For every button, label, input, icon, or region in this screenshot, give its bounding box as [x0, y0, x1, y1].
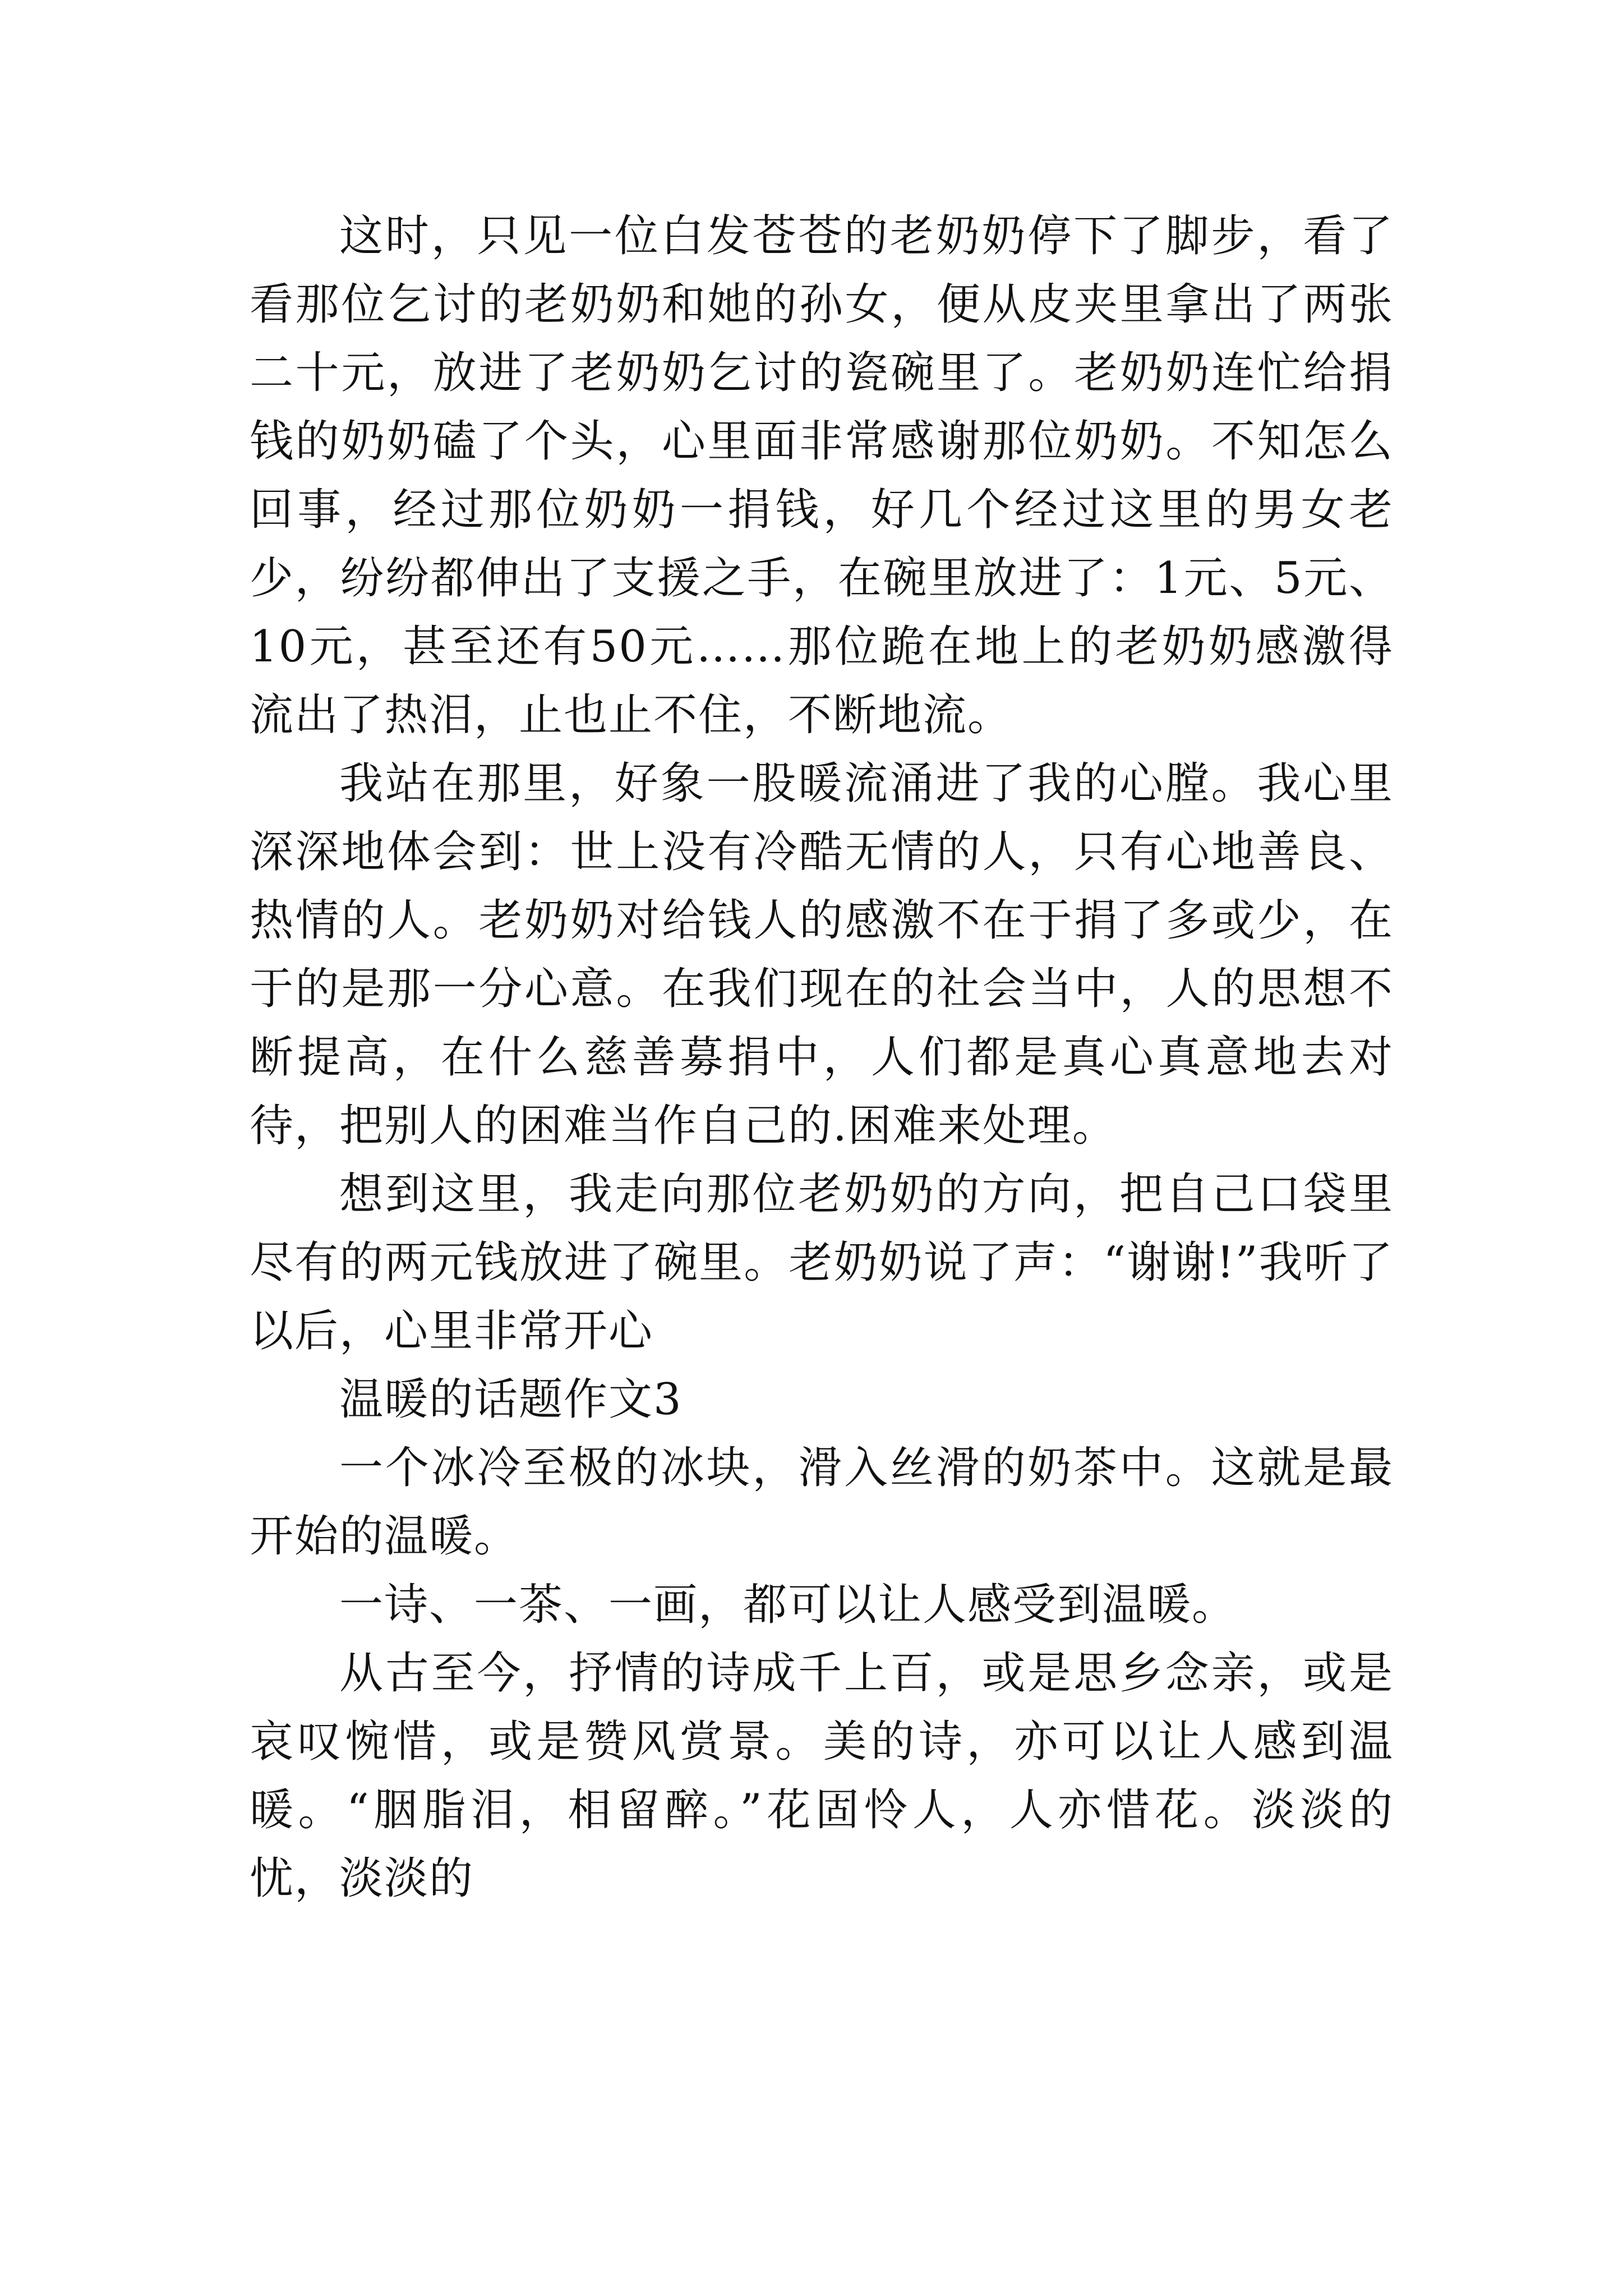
paragraph-5: 一诗、一茶、一画，都可以让人感受到温暖。 [339, 1580, 1237, 1630]
paragraph-4: 一个冰冷至极的冰块，滑入丝滑的奶茶中。这就是最开始的温暖。 [250, 1443, 1394, 1562]
document-body [250, 202, 1394, 1913]
section-title: 温暖的话题作文3 [339, 1374, 683, 1425]
paragraph-1: 这时，只见一位白发苍苍的老奶奶停下了脚步，看了看那位乞讨的老奶奶和她的孙女，便从皮夹里拿出了两张二十元，放进了老奶奶乞讨的瓷碗里了。老奶奶连忙给捐钱的奶奶磕了个头，心里面非常感谢那位奶奶。不知怎么回事，经过那位奶奶一捐钱，好几个经过这里的男女老少，纷纷都伸出了支援之手，在碗里放进了：1元、5元、10元，甚至还有50元……那位跪在地上的老奶奶感激得流出了热泪，止也止不住，不断地流。 [250, 211, 1394, 740]
paragraph-3: 想到这里，我走向那位老奶奶的方向，把自己口袋里尽有的两元钱放进了碗里。老奶奶说了声：“谢谢!”我听了以后，心里非常开心 [250, 1169, 1394, 1356]
paragraph-6: 从古至今，抒情的诗成千上百，或是思乡念亲，或是哀叹惋惜，或是赞风赏景。美的诗，亦可以让人感到温暖。“胭脂泪，相留醉。”花固怜人，人亦惜花。淡淡的忧，淡淡的 [250, 1648, 1394, 1904]
paragraph-2: 我站在那里，好象一股暖流涌进了我的心膛。我心里深深地体会到：世上没有冷酷无情的人，只有心地善良、热情的人。老奶奶对给钱人的感激不在于捐了多或少，在于的是那一分心意。在我们现在的社会当中，人的思想不断提高，在什么慈善募捐中，人们都是真心真意地去对待，把别人的困难当作自己的.困难来处理。 [250, 758, 1394, 1151]
